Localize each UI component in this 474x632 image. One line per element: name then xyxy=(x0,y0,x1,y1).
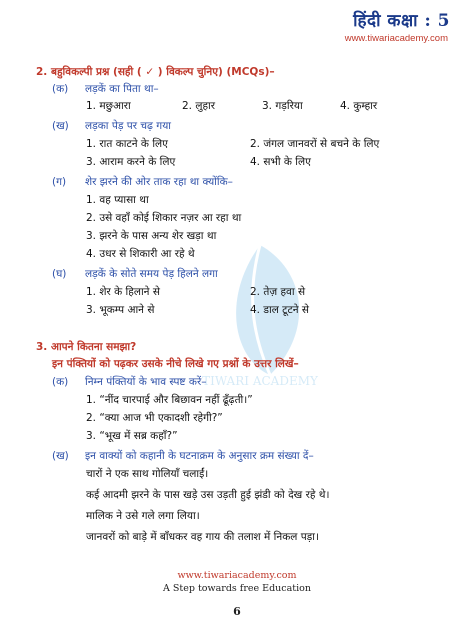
q3-question: शेर झरने की ओर ताक रहा था क्योंकि– xyxy=(85,176,233,188)
s3-q2-line-2: कई आदमी झरने के पास खड़े उस उड़ती हुई झंडी को देख रहे थे। xyxy=(86,489,330,501)
q1-option-1: 1. मछुआरा xyxy=(86,100,131,112)
q1-label: (क) xyxy=(52,83,69,95)
s3-q2-label: (ख) xyxy=(52,450,69,462)
s3-q1-label: (क) xyxy=(52,376,69,388)
q3-label: (ग) xyxy=(52,176,67,188)
s3-q1-question: निम्न पंक्तियों के भाव स्पष्ट करें– xyxy=(85,376,207,388)
page-header-title: हिंदी कक्षा : 5 xyxy=(353,11,450,31)
s3-q2-line-3: मालिक ने उसे गले लगा लिया। xyxy=(86,510,200,522)
q1-option-4: 4. कुम्हार xyxy=(340,100,378,112)
q2-option-1: 1. रात काटने के लिए xyxy=(86,138,168,150)
q2-option-3: 3. आराम करने के लिए xyxy=(86,156,176,168)
q2-question: लड़का पेड़ पर चढ़ गया xyxy=(85,120,172,132)
s3-q2-line-4: जानवरों को बाड़े में बाँधकर वह गाय की तलाश में निकल पड़ा। xyxy=(86,531,320,543)
q4-option-4: 4. डाल टूटने से xyxy=(250,304,309,316)
q2-label: (ख) xyxy=(52,120,69,132)
footer-url: www.tiwariacademy.com xyxy=(177,570,297,581)
s3-q1-line-3: 3. “भूख में सब्र कहाँ?” xyxy=(86,430,178,442)
q2-option-4: 4. सभी के लिए xyxy=(250,156,311,168)
s3-q1-line-2: 2. “क्या आज भी एकादशी रहेगी?” xyxy=(86,412,223,424)
q4-question: लड़कें के सोते समय पेड़ हिलने लगा xyxy=(85,268,218,280)
q4-label: (घ) xyxy=(52,268,67,280)
s3-q2-line-1: चारों ने एक साथ गोलियाँ चलाईं। xyxy=(86,468,209,480)
watermark-text: TIWARI ACADEMY xyxy=(202,374,318,388)
section2-title: 2. बहुविकल्पी प्रश्न (सही ( ✓ ) विकल्प चुनिए) (MCQs)– xyxy=(36,66,275,78)
section3-subtitle: इन पंक्तियों को पढ़कर उसके नीचे लिखे गए प्रश्नों के उत्तर लिखें– xyxy=(52,358,299,370)
section3-title: 3. आपने कितना समझा? xyxy=(36,341,137,353)
q1-question: लड़कें का पिता था– xyxy=(85,83,159,95)
s3-q2-question: इन वाक्यों को कहानी के घटनाक्रम के अनुसार क्रम संख्या दें– xyxy=(85,450,314,462)
header-url: www.tiwariacademy.com xyxy=(344,33,448,44)
q3-option-4: 4. उधर से शिकारी आ रहे थे xyxy=(86,248,195,260)
q4-option-2: 2. तेज़ हवा से xyxy=(250,286,306,298)
footer-tagline: A Step towards free Education xyxy=(163,583,311,594)
q4-option-1: 1. शेर के हिलाने से xyxy=(86,286,160,298)
q4-option-3: 3. भूकम्प आने से xyxy=(86,304,155,316)
q1-option-3: 3. गड़रिया xyxy=(262,100,303,112)
q3-option-2: 2. उसे वहाँ कोई शिकार नज़र आ रहा था xyxy=(86,212,242,224)
page-number: 6 xyxy=(233,605,241,618)
s3-q1-line-1: 1. “नींद चारपाई और बिछावन नहीं ढूँढ़ती।” xyxy=(86,394,253,406)
q3-option-1: 1. वह प्यासा था xyxy=(86,194,149,206)
q1-option-2: 2. लुहार xyxy=(182,100,216,112)
q2-option-2: 2. जंगल जानवरों से बचने के लिए xyxy=(250,138,380,150)
q3-option-3: 3. झरने के पास अन्य शेर खड़ा था xyxy=(86,230,217,242)
